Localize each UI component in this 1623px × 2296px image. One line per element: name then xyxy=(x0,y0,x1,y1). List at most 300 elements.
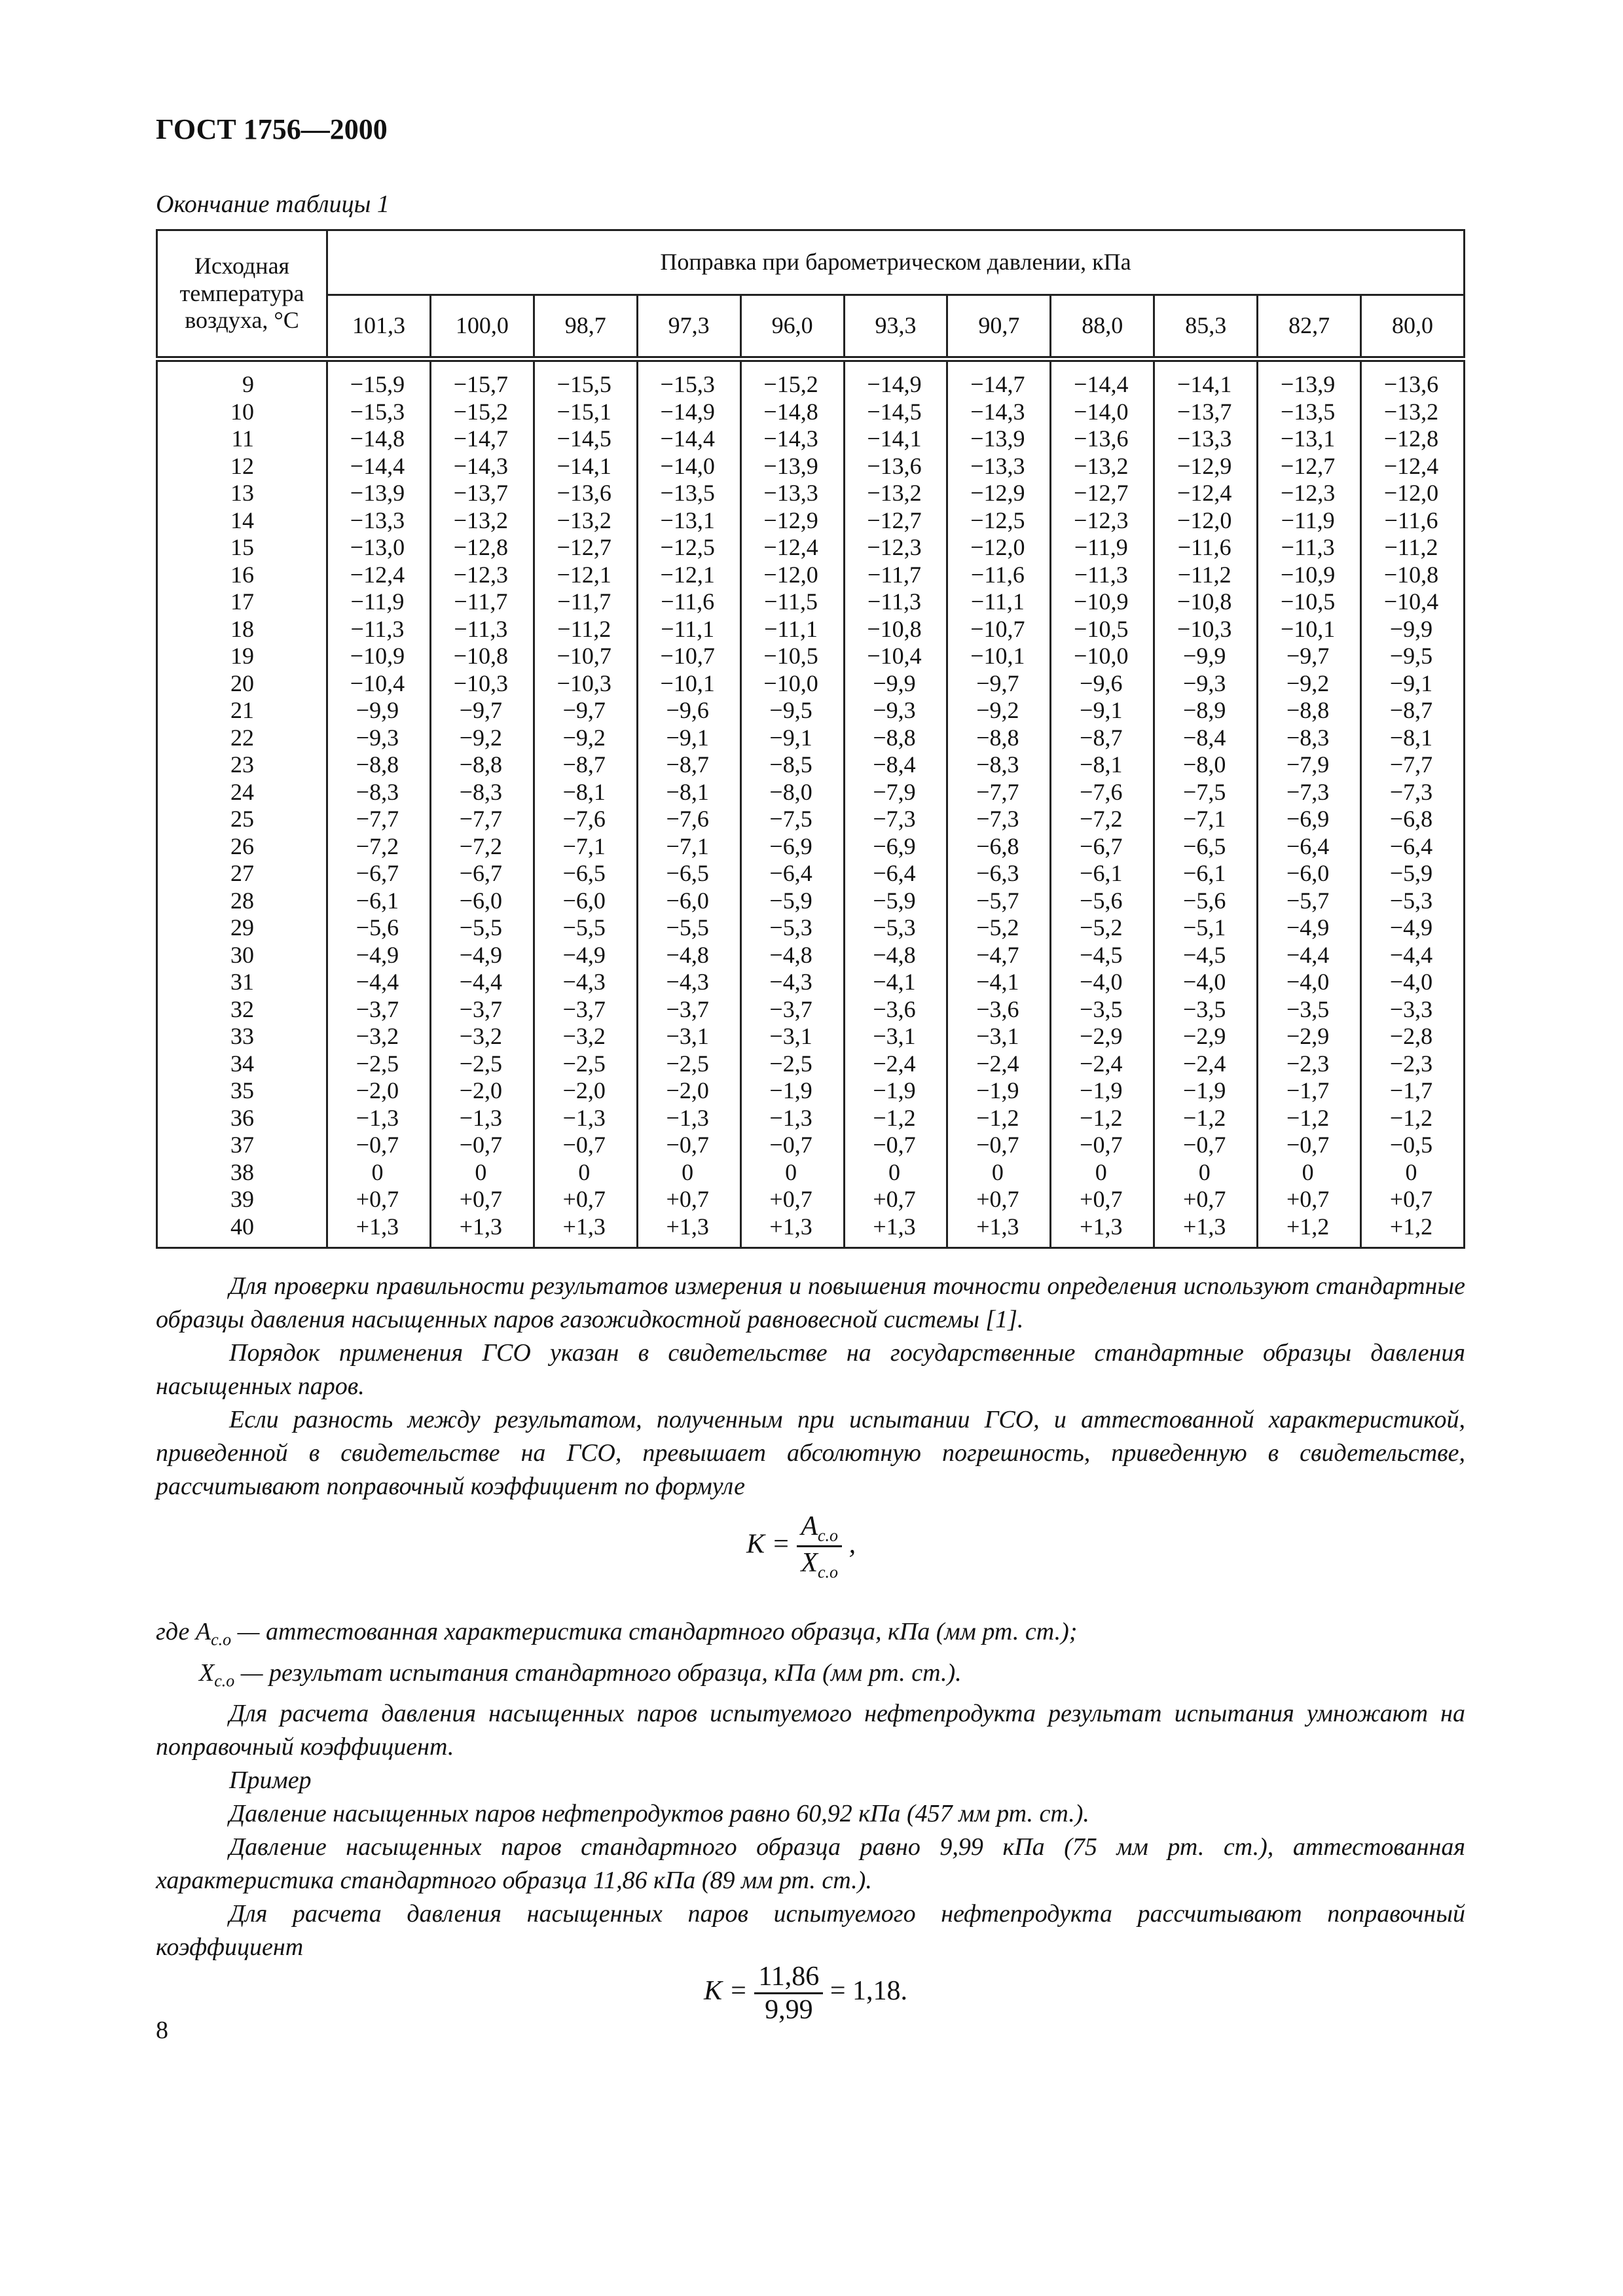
correction-value-cell: −4,9 xyxy=(327,942,431,969)
correction-value-cell: +0,7 xyxy=(1154,1186,1258,1213)
temperature-cell: 16 xyxy=(157,562,327,589)
correction-value-cell: +1,3 xyxy=(327,1213,431,1248)
table-row xyxy=(157,399,1465,426)
correction-value-cell: −6,4 xyxy=(1258,833,1361,861)
table-row xyxy=(157,1186,1465,1213)
correction-value-cell: −11,5 xyxy=(740,588,844,616)
correction-value-cell: +1,3 xyxy=(637,1213,740,1248)
correction-value-cell: −15,3 xyxy=(637,359,740,399)
correction-value-cell: −5,6 xyxy=(1154,888,1258,915)
correction-value-cell: −14,8 xyxy=(327,425,431,453)
correction-value-cell: −13,2 xyxy=(430,507,534,535)
correction-value-cell: +1,3 xyxy=(1051,1213,1154,1248)
correction-value-cell: −7,5 xyxy=(1154,779,1258,806)
formula-correction-coefficient xyxy=(746,1511,856,1583)
correction-value-cell: 0 xyxy=(1258,1159,1361,1187)
pressure-header-cell: 93,3 xyxy=(844,295,947,359)
correction-value-cell: −9,3 xyxy=(844,697,947,725)
pressure-header-cell: 82,7 xyxy=(1258,295,1361,359)
pressure-header-cell: 101,3 xyxy=(327,295,431,359)
table-row xyxy=(157,1159,1465,1187)
formula2-fraction xyxy=(754,1961,823,2026)
table-row xyxy=(157,1132,1465,1159)
correction-value-cell: −10,3 xyxy=(430,670,534,698)
correction-value-cell: −10,0 xyxy=(1051,643,1154,670)
correction-value-cell: −13,9 xyxy=(327,480,431,507)
correction-value-cell: −7,3 xyxy=(1258,779,1361,806)
correction-value-cell: −2,0 xyxy=(327,1077,431,1105)
correction-value-cell: −6,1 xyxy=(1051,860,1154,888)
correction-value-cell: −2,0 xyxy=(534,1077,637,1105)
correction-value-cell: −4,0 xyxy=(1258,969,1361,996)
table-row xyxy=(157,507,1465,535)
formula1-denominator xyxy=(797,1547,842,1582)
correction-value-cell: −14,4 xyxy=(327,453,431,480)
formula1-fraction xyxy=(797,1511,842,1583)
correction-value-cell: −4,9 xyxy=(1361,914,1465,942)
temperature-cell: 15 xyxy=(157,534,327,562)
correction-value-cell: −13,2 xyxy=(1051,453,1154,480)
correction-value-cell: −7,6 xyxy=(1051,779,1154,806)
table-row xyxy=(157,725,1465,752)
correction-value-cell: −14,5 xyxy=(844,399,947,426)
correction-value-cell: 0 xyxy=(327,1159,431,1187)
table-row xyxy=(157,534,1465,562)
correction-value-cell: −9,7 xyxy=(534,697,637,725)
table-row xyxy=(157,1050,1465,1078)
correction-value-cell: −2,5 xyxy=(637,1050,740,1078)
correction-value-cell: −9,7 xyxy=(1258,643,1361,670)
correction-value-cell: −2,5 xyxy=(327,1050,431,1078)
correction-value-cell: −10,1 xyxy=(637,670,740,698)
definition-x xyxy=(156,1657,1465,1698)
table-row xyxy=(157,1023,1465,1050)
correction-value-cell: −6,4 xyxy=(1361,833,1465,861)
correction-value-cell: −14,1 xyxy=(534,453,637,480)
correction-value-cell: −1,9 xyxy=(844,1077,947,1105)
correction-value-cell: −2,9 xyxy=(1154,1023,1258,1050)
correction-value-cell: −6,7 xyxy=(430,860,534,888)
correction-value-cell: −4,0 xyxy=(1154,969,1258,996)
correction-value-cell: −15,1 xyxy=(534,399,637,426)
correction-value-cell: −4,1 xyxy=(947,969,1051,996)
correction-value-cell: 0 xyxy=(844,1159,947,1187)
temperature-cell: 35 xyxy=(157,1077,327,1105)
correction-value-cell: −6,0 xyxy=(1258,860,1361,888)
correction-value-cell: −6,4 xyxy=(844,860,947,888)
body-text-block-1 xyxy=(156,1270,1465,1503)
temperature-cell: 29 xyxy=(157,914,327,942)
table-row xyxy=(157,1105,1465,1132)
correction-value-cell: +1,3 xyxy=(534,1213,637,1248)
correction-value-cell: −8,1 xyxy=(1361,725,1465,752)
correction-value-cell: −13,2 xyxy=(534,507,637,535)
correction-value-cell: −13,9 xyxy=(1258,359,1361,399)
correction-value-cell: −2,4 xyxy=(947,1050,1051,1078)
pressure-header-cell: 97,3 xyxy=(637,295,740,359)
correction-value-cell: −6,7 xyxy=(327,860,431,888)
correction-value-cell: +0,7 xyxy=(1258,1186,1361,1213)
correction-value-cell: −10,4 xyxy=(327,670,431,698)
temperature-cell: 12 xyxy=(157,453,327,480)
correction-value-cell: −8,9 xyxy=(1154,697,1258,725)
table-row xyxy=(157,751,1465,779)
correction-value-cell: −1,2 xyxy=(1154,1105,1258,1132)
temperature-cell: 14 xyxy=(157,507,327,535)
formula1-denominator-symbol: X xyxy=(801,1548,818,1579)
paragraph-example-heading: Пример xyxy=(229,1767,312,1795)
correction-value-cell: −1,7 xyxy=(1258,1077,1361,1105)
correction-value-cell: −4,3 xyxy=(534,969,637,996)
correction-value-cell: −1,3 xyxy=(534,1105,637,1132)
correction-table xyxy=(156,229,1465,1249)
correction-value-cell: −6,4 xyxy=(740,860,844,888)
definition-a-prefix: где xyxy=(156,1618,196,1645)
temperature-cell: 17 xyxy=(157,588,327,616)
correction-value-cell: −7,5 xyxy=(740,806,844,833)
definition-a-text: — аттестованная характеристика стандартного образца, кПа (мм рт. ст.); xyxy=(231,1618,1078,1645)
correction-value-cell: −4,9 xyxy=(534,942,637,969)
temperature-cell: 36 xyxy=(157,1105,327,1132)
correction-value-cell: −6,0 xyxy=(430,888,534,915)
pressure-header-cell: 96,0 xyxy=(740,295,844,359)
correction-value-cell: −12,4 xyxy=(327,562,431,589)
table-row xyxy=(157,779,1465,806)
table-row xyxy=(157,914,1465,942)
correction-value-cell: −10,5 xyxy=(740,643,844,670)
correction-value-cell: −13,3 xyxy=(327,507,431,535)
correction-value-cell: −0,7 xyxy=(327,1132,431,1159)
correction-value-cell: +0,7 xyxy=(430,1186,534,1213)
correction-value-cell: +0,7 xyxy=(637,1186,740,1213)
table-row xyxy=(157,969,1465,996)
correction-value-cell: −11,1 xyxy=(947,588,1051,616)
correction-value-cell: −7,2 xyxy=(430,833,534,861)
paragraph-multiply: Для расчета давления насыщенных паров испытуемого нефтепродукта результат испытания умножают на поправочный коэффициент. xyxy=(156,1700,1465,1761)
correction-value-cell: −10,8 xyxy=(844,616,947,643)
correction-value-cell: −11,3 xyxy=(1258,534,1361,562)
correction-value-cell: −8,7 xyxy=(1051,725,1154,752)
correction-value-cell: −4,4 xyxy=(430,969,534,996)
correction-value-cell: −5,3 xyxy=(740,914,844,942)
correction-value-cell: −8,8 xyxy=(844,725,947,752)
correction-value-cell: −6,7 xyxy=(1051,833,1154,861)
correction-value-cell: +1,3 xyxy=(844,1213,947,1248)
correction-value-cell: −11,1 xyxy=(740,616,844,643)
correction-value-cell: −2,4 xyxy=(1051,1050,1154,1078)
paragraph-example-pressure: Давление насыщенных паров нефтепродуктов равно 60,92 кПа (457 мм рт. ст.). xyxy=(229,1800,1089,1828)
correction-value-cell: −11,2 xyxy=(1154,562,1258,589)
correction-value-cell: −9,9 xyxy=(327,697,431,725)
correction-value-cell: −13,7 xyxy=(1154,399,1258,426)
correction-value-cell: −15,3 xyxy=(327,399,431,426)
correction-value-cell: −5,6 xyxy=(327,914,431,942)
table-row xyxy=(157,833,1465,861)
pressure-header-cell: 80,0 xyxy=(1361,295,1465,359)
correction-value-cell: −4,8 xyxy=(637,942,740,969)
formula1-trailing-comma: , xyxy=(848,1529,856,1560)
correction-value-cell: −12,9 xyxy=(947,480,1051,507)
correction-value-cell: −4,9 xyxy=(1258,914,1361,942)
correction-value-cell: −6,9 xyxy=(844,833,947,861)
correction-value-cell: −5,2 xyxy=(947,914,1051,942)
correction-value-cell: −1,2 xyxy=(947,1105,1051,1132)
table-row xyxy=(157,562,1465,589)
formula1-denominator-subscript: с.о xyxy=(818,1562,839,1582)
formula-example-result xyxy=(704,1961,907,2026)
correction-value-cell: −7,3 xyxy=(947,806,1051,833)
correction-value-cell: −4,4 xyxy=(1258,942,1361,969)
temperature-cell: 28 xyxy=(157,888,327,915)
correction-value-cell: −5,7 xyxy=(1258,888,1361,915)
correction-value-cell: −10,3 xyxy=(534,670,637,698)
pressure-header-row xyxy=(157,295,1465,359)
correction-value-cell: −9,6 xyxy=(1051,670,1154,698)
correction-value-cell: −13,1 xyxy=(637,507,740,535)
correction-value-cell: −11,9 xyxy=(327,588,431,616)
correction-value-cell: −2,9 xyxy=(1258,1023,1361,1050)
correction-value-cell: −6,5 xyxy=(637,860,740,888)
correction-value-cell: −13,2 xyxy=(844,480,947,507)
body-text-block-2 xyxy=(156,1615,1465,1964)
pressure-header-cell: 98,7 xyxy=(534,295,637,359)
definition-x-symbol: X xyxy=(199,1659,215,1687)
correction-value-cell: −3,6 xyxy=(844,996,947,1024)
correction-value-cell: −2,0 xyxy=(637,1077,740,1105)
table-row xyxy=(157,453,1465,480)
correction-value-cell: −8,0 xyxy=(740,779,844,806)
correction-value-cell: −7,1 xyxy=(637,833,740,861)
correction-value-cell: −11,2 xyxy=(534,616,637,643)
correction-value-cell: −9,7 xyxy=(430,697,534,725)
temperature-cell: 21 xyxy=(157,697,327,725)
correction-value-cell: +1,3 xyxy=(430,1213,534,1248)
correction-value-cell: −7,9 xyxy=(1258,751,1361,779)
correction-value-cell: −10,4 xyxy=(844,643,947,670)
correction-value-cell: −5,3 xyxy=(1361,888,1465,915)
correction-value-cell: −8,7 xyxy=(637,751,740,779)
correction-value-cell: −11,1 xyxy=(637,616,740,643)
correction-value-cell: 0 xyxy=(1154,1159,1258,1187)
correction-value-cell: −7,7 xyxy=(947,779,1051,806)
correction-value-cell: +1,2 xyxy=(1361,1213,1465,1248)
table-row xyxy=(157,1077,1465,1105)
temperature-cell: 26 xyxy=(157,833,327,861)
correction-value-cell: −12,4 xyxy=(740,534,844,562)
correction-value-cell: −12,7 xyxy=(844,507,947,535)
correction-value-cell: −3,2 xyxy=(430,1023,534,1050)
correction-value-cell: −9,2 xyxy=(947,697,1051,725)
correction-value-cell: −11,6 xyxy=(637,588,740,616)
correction-value-cell: −7,6 xyxy=(637,806,740,833)
correction-value-cell: −3,2 xyxy=(534,1023,637,1050)
correction-value-cell: −3,3 xyxy=(1361,996,1465,1024)
correction-value-cell: −5,5 xyxy=(637,914,740,942)
correction-value-cell: −9,5 xyxy=(1361,643,1465,670)
correction-value-cell: −14,4 xyxy=(637,425,740,453)
correction-value-cell: −10,3 xyxy=(1154,616,1258,643)
correction-value-cell: −1,3 xyxy=(740,1105,844,1132)
definition-x-subscript: с.о xyxy=(214,1671,235,1691)
correction-value-cell: −7,3 xyxy=(1361,779,1465,806)
formula2-denominator: 9,99 xyxy=(765,1995,813,2025)
correction-value-cell: −9,9 xyxy=(1361,616,1465,643)
formula2-lhs: K = xyxy=(704,1976,748,2007)
correction-value-cell: −11,2 xyxy=(1361,534,1465,562)
correction-value-cell: −13,3 xyxy=(947,453,1051,480)
correction-value-cell: −10,9 xyxy=(1258,562,1361,589)
correction-value-cell: −3,7 xyxy=(327,996,431,1024)
correction-value-cell: −1,7 xyxy=(1361,1077,1465,1105)
correction-value-cell: −0,7 xyxy=(430,1132,534,1159)
correction-value-cell: −6,8 xyxy=(947,833,1051,861)
paragraph-example-standard: Давление насыщенных паров стандартного образца равно 9,99 кПа (75 мм рт. ст.), аттестованная характеристика стандартного образца 11,86 кПа (89 мм рт. ст.). xyxy=(156,1833,1465,1895)
temperature-cell: 38 xyxy=(157,1159,327,1187)
correction-value-cell: −11,7 xyxy=(534,588,637,616)
pressure-header-cell: 100,0 xyxy=(430,295,534,359)
correction-value-cell: −6,1 xyxy=(327,888,431,915)
correction-value-cell: −11,9 xyxy=(1051,534,1154,562)
correction-value-cell: −6,1 xyxy=(1154,860,1258,888)
correction-value-cell: −13,6 xyxy=(1051,425,1154,453)
correction-value-cell: −14,8 xyxy=(740,399,844,426)
definition-a-subscript: с.о xyxy=(211,1630,232,1649)
table-row xyxy=(157,616,1465,643)
correction-value-cell: −10,4 xyxy=(1361,588,1465,616)
correction-value-cell: −3,5 xyxy=(1051,996,1154,1024)
correction-value-cell: −0,7 xyxy=(947,1132,1051,1159)
correction-value-cell: −12,7 xyxy=(1051,480,1154,507)
correction-value-cell: −12,8 xyxy=(430,534,534,562)
correction-value-cell: −8,1 xyxy=(637,779,740,806)
correction-value-cell: −7,7 xyxy=(1361,751,1465,779)
correction-value-cell: −3,7 xyxy=(430,996,534,1024)
correction-value-cell: −6,5 xyxy=(534,860,637,888)
correction-value-cell: −14,5 xyxy=(534,425,637,453)
correction-value-cell: −15,7 xyxy=(430,359,534,399)
table-row xyxy=(157,806,1465,833)
correction-value-cell: −12,0 xyxy=(947,534,1051,562)
correction-value-cell: −0,7 xyxy=(1258,1132,1361,1159)
correction-value-cell: −8,4 xyxy=(1154,725,1258,752)
correction-value-cell: −15,9 xyxy=(327,359,431,399)
correction-value-cell: −1,3 xyxy=(637,1105,740,1132)
correction-value-cell: −3,7 xyxy=(740,996,844,1024)
correction-value-cell: −8,3 xyxy=(327,779,431,806)
correction-value-cell: −0,7 xyxy=(1154,1132,1258,1159)
correction-value-cell: −13,9 xyxy=(947,425,1051,453)
document-header: ГОСТ 1756—2000 xyxy=(156,113,388,145)
correction-value-cell: −3,1 xyxy=(844,1023,947,1050)
correction-value-cell: +1,2 xyxy=(1258,1213,1361,1248)
correction-value-cell: −12,0 xyxy=(740,562,844,589)
temperature-cell: 22 xyxy=(157,725,327,752)
correction-value-cell: −9,2 xyxy=(1258,670,1361,698)
correction-value-cell: −12,5 xyxy=(637,534,740,562)
correction-value-cell: −13,7 xyxy=(430,480,534,507)
table-row xyxy=(157,359,1465,399)
correction-value-cell: −13,6 xyxy=(844,453,947,480)
correction-value-cell: −12,3 xyxy=(1258,480,1361,507)
correction-value-cell: 0 xyxy=(1051,1159,1154,1187)
correction-value-cell: −14,9 xyxy=(637,399,740,426)
correction-value-cell: −0,5 xyxy=(1361,1132,1465,1159)
correction-value-cell: −9,1 xyxy=(1051,697,1154,725)
correction-value-cell: +1,3 xyxy=(1154,1213,1258,1248)
correction-value-cell: −1,2 xyxy=(844,1105,947,1132)
temperature-cell: 31 xyxy=(157,969,327,996)
correction-value-cell: −0,7 xyxy=(1051,1132,1154,1159)
correction-value-cell: −13,2 xyxy=(1361,399,1465,426)
correction-value-cell: −13,1 xyxy=(1258,425,1361,453)
correction-value-cell: −8,3 xyxy=(1258,725,1361,752)
paragraph-difference: Если разность между результатом, полученным при испытании ГСО, и аттестованной характеристикой, приведенной в свидетельстве на ГСО, превышает абсолютную погрешность, приведенную в свидетельстве, рассчитывают поправочный коэффициент по формуле xyxy=(156,1406,1465,1500)
correction-value-cell: −8,3 xyxy=(430,779,534,806)
correction-value-cell: −12,3 xyxy=(430,562,534,589)
correction-value-cell: −9,9 xyxy=(1154,643,1258,670)
correction-value-cell: −13,6 xyxy=(534,480,637,507)
correction-value-cell: −12,3 xyxy=(1051,507,1154,535)
correction-value-cell: −10,1 xyxy=(1258,616,1361,643)
correction-value-cell: −5,5 xyxy=(430,914,534,942)
correction-value-cell: −7,1 xyxy=(534,833,637,861)
correction-value-cell: −5,6 xyxy=(1051,888,1154,915)
correction-value-cell: −1,9 xyxy=(1051,1077,1154,1105)
correction-value-cell: 0 xyxy=(430,1159,534,1187)
correction-value-cell: −10,7 xyxy=(637,643,740,670)
correction-value-cell: −12,9 xyxy=(1154,453,1258,480)
correction-value-cell: −2,9 xyxy=(1051,1023,1154,1050)
formula1-numerator-subscript: с.о xyxy=(818,1526,839,1545)
correction-value-cell: −13,5 xyxy=(637,480,740,507)
temperature-cell: 13 xyxy=(157,480,327,507)
correction-value-cell: −7,2 xyxy=(1051,806,1154,833)
definition-a xyxy=(156,1615,1465,1657)
correction-value-cell: −3,6 xyxy=(947,996,1051,1024)
formula1-numerator-symbol: A xyxy=(801,1511,818,1541)
correction-value-cell: −15,2 xyxy=(740,359,844,399)
temperature-cell: 40 xyxy=(157,1213,327,1248)
correction-value-cell: −8,8 xyxy=(327,751,431,779)
correction-value-cell: −2,0 xyxy=(430,1077,534,1105)
table-row xyxy=(157,588,1465,616)
correction-value-cell: −8,3 xyxy=(947,751,1051,779)
correction-value-cell: −8,4 xyxy=(844,751,947,779)
correction-value-cell: +0,7 xyxy=(947,1186,1051,1213)
temperature-cell: 33 xyxy=(157,1023,327,1050)
correction-value-cell: −3,1 xyxy=(637,1023,740,1050)
correction-value-cell: −11,6 xyxy=(1154,534,1258,562)
table-row xyxy=(157,643,1465,670)
correction-value-cell: −1,9 xyxy=(947,1077,1051,1105)
correction-value-cell: −9,3 xyxy=(1154,670,1258,698)
correction-value-cell: −14,3 xyxy=(947,399,1051,426)
table-caption: Окончание таблицы 1 xyxy=(156,190,390,218)
temperature-cell: 19 xyxy=(157,643,327,670)
correction-value-cell: −4,4 xyxy=(327,969,431,996)
correction-value-cell: −12,5 xyxy=(947,507,1051,535)
correction-value-cell: −8,1 xyxy=(534,779,637,806)
paragraph-verification: Для проверки правильности результатов измерения и повышения точности определения используют стандартные образцы давления насыщенных паров газожидкостной равновесной системы [1]. xyxy=(156,1272,1465,1333)
correction-value-cell: −2,5 xyxy=(430,1050,534,1078)
temperature-cell: 39 xyxy=(157,1186,327,1213)
correction-value-cell: −4,3 xyxy=(740,969,844,996)
correction-value-cell: −13,0 xyxy=(327,534,431,562)
correction-value-cell: −14,9 xyxy=(844,359,947,399)
correction-value-cell: −8,7 xyxy=(1361,697,1465,725)
correction-value-cell: −12,4 xyxy=(1154,480,1258,507)
correction-value-cell: −9,1 xyxy=(740,725,844,752)
